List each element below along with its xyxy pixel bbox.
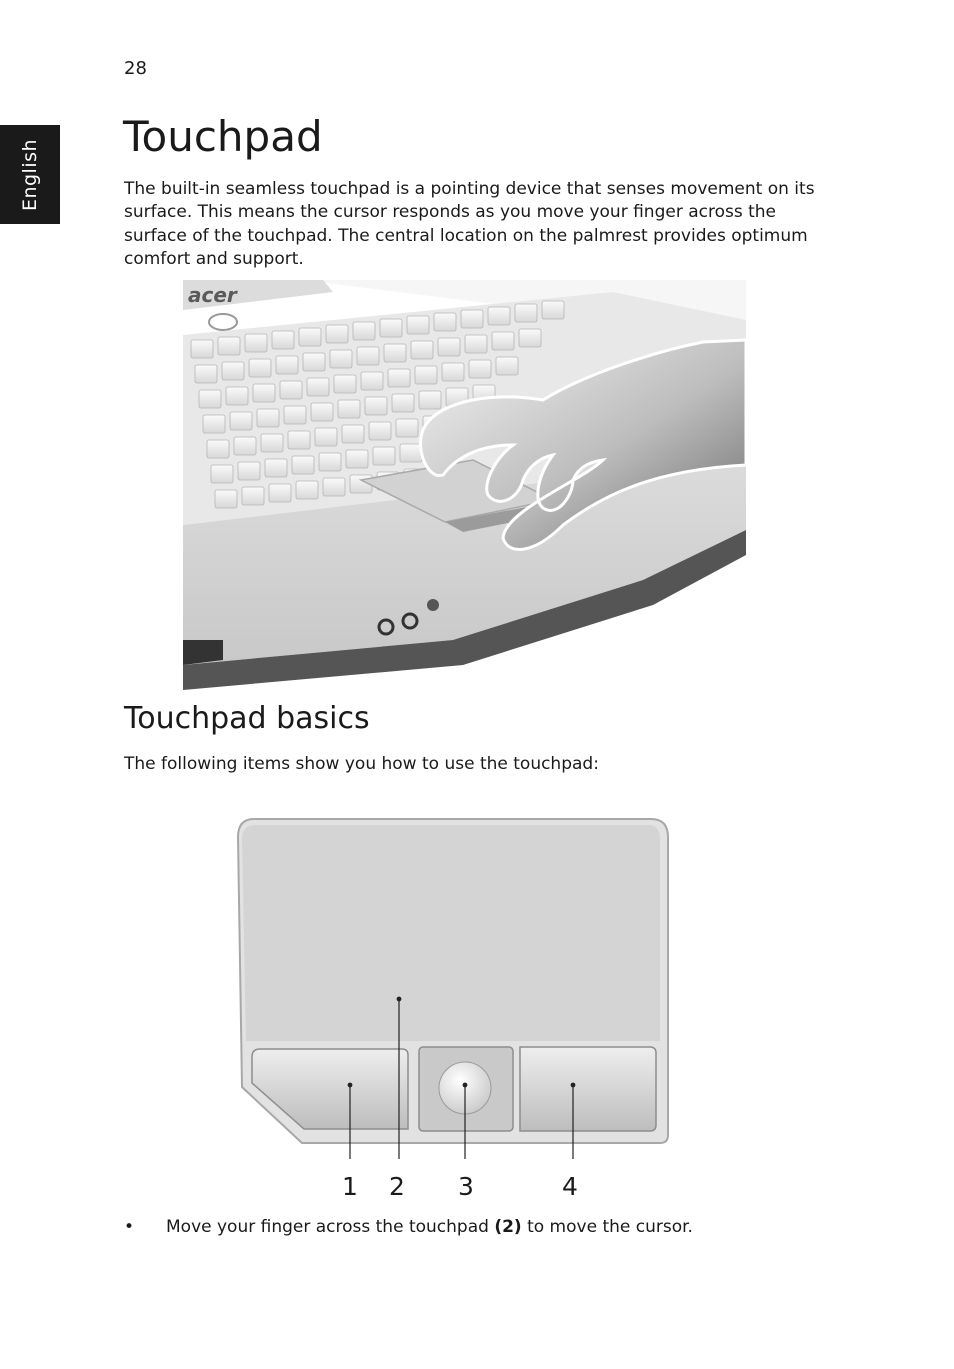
- language-side-tab-label: English: [19, 138, 41, 211]
- keyboard-key: [257, 409, 279, 427]
- keyboard-key: [465, 335, 487, 353]
- keyboard-key: [296, 481, 318, 499]
- page-title: Touchpad: [123, 112, 323, 161]
- keyboard-key: [299, 328, 321, 346]
- callout-label-3: 3: [458, 1172, 474, 1201]
- keyboard-key: [442, 363, 464, 381]
- keyboard-key: [496, 357, 518, 375]
- keyboard-key: [353, 322, 375, 340]
- keyboard-key: [365, 397, 387, 415]
- keyboard-key: [215, 490, 237, 508]
- keyboard-key: [434, 313, 456, 331]
- keyboard-key: [469, 360, 491, 378]
- list-item: [124, 1217, 693, 1237]
- laptop-brand-logo: acer: [188, 283, 237, 307]
- keyboard-key: [392, 394, 414, 412]
- language-side-tab: [0, 125, 60, 224]
- keyboard-key: [361, 372, 383, 390]
- keyboard-key: [323, 478, 345, 496]
- touchpad-right-button: [520, 1047, 656, 1131]
- keyboard-key: [238, 462, 260, 480]
- keyboard-key: [269, 484, 291, 502]
- keyboard-key: [242, 487, 264, 505]
- bullet-text-before: Move your finger across the touchpad: [166, 1217, 495, 1237]
- keyboard-key: [542, 301, 564, 319]
- keyboard-key: [284, 406, 306, 424]
- keyboard-key: [415, 366, 437, 384]
- usage-bullet-list: [124, 1217, 693, 1237]
- bullet-text-after: to move the cursor.: [521, 1217, 693, 1237]
- keyboard-key: [203, 415, 225, 433]
- keyboard-key: [384, 344, 406, 362]
- keyboard-key: [292, 456, 314, 474]
- keyboard-key: [311, 403, 333, 421]
- keyboard-key: [226, 387, 248, 405]
- keyboard-key: [388, 369, 410, 387]
- section-lead: The following items show you how to use the touchpad:: [124, 754, 599, 774]
- keyboard-key: [488, 307, 510, 325]
- touchpad-diagram: [236, 815, 676, 1210]
- keyboard-key: [315, 428, 337, 446]
- keyboard-key: [346, 450, 368, 468]
- keyboard-key: [380, 319, 402, 337]
- keyboard-key: [230, 412, 252, 430]
- keyboard-key: [307, 378, 329, 396]
- keyboard-key: [199, 390, 221, 408]
- laptop-touchpad-photo: [183, 280, 746, 690]
- keyboard-key: [319, 453, 341, 471]
- keyboard-key: [234, 437, 256, 455]
- keyboard-key: [245, 334, 267, 352]
- callout-label-1: 1: [342, 1172, 358, 1201]
- keyboard-key: [261, 434, 283, 452]
- keyboard-key: [373, 447, 395, 465]
- keyboard-key: [461, 310, 483, 328]
- keyboard-key: [303, 353, 325, 371]
- keyboard-key: [369, 422, 391, 440]
- keyboard-key: [249, 359, 271, 377]
- keyboard-key: [207, 440, 229, 458]
- keyboard-key: [396, 419, 418, 437]
- keyboard-key: [265, 459, 287, 477]
- section-title: Touchpad basics: [124, 701, 370, 736]
- keyboard-key: [211, 465, 233, 483]
- keyboard-key: [407, 316, 429, 334]
- keyboard-key: [326, 325, 348, 343]
- keyboard-key: [492, 332, 514, 350]
- keyboard-key: [218, 337, 240, 355]
- bullet-marker: •: [124, 1217, 135, 1237]
- callout-label-2: 2: [389, 1172, 405, 1201]
- keyboard-key: [338, 400, 360, 418]
- callout-label-4: 4: [562, 1172, 578, 1201]
- keyboard-key: [253, 384, 275, 402]
- keyboard-key: [334, 375, 356, 393]
- keyboard-key: [438, 338, 460, 356]
- keyboard-key: [272, 331, 294, 349]
- keyboard-key: [400, 444, 422, 462]
- page-number: 28: [124, 58, 147, 79]
- keyboard-key: [411, 341, 433, 359]
- keyboard-key: [519, 329, 541, 347]
- bullet-text-bold: (2): [494, 1217, 522, 1237]
- keyboard-key: [357, 347, 379, 365]
- intro-paragraph: The built-in seamless touchpad is a pointing device that senses movement on its surface. This means the cursor responds as you move your finger across the surface of the touchpad. The central location on the palmrest provides optimum comfort and support.: [124, 179, 815, 269]
- keyboard-key: [342, 425, 364, 443]
- keyboard-key: [191, 340, 213, 358]
- keyboard-key: [195, 365, 217, 383]
- keyboard-key: [330, 350, 352, 368]
- keyboard-key: [419, 391, 441, 409]
- touchpad-surface: [242, 825, 660, 1041]
- keyboard-key: [222, 362, 244, 380]
- keyboard-key: [515, 304, 537, 322]
- keyboard-key: [276, 356, 298, 374]
- keyboard-key: [288, 431, 310, 449]
- keyboard-key: [280, 381, 302, 399]
